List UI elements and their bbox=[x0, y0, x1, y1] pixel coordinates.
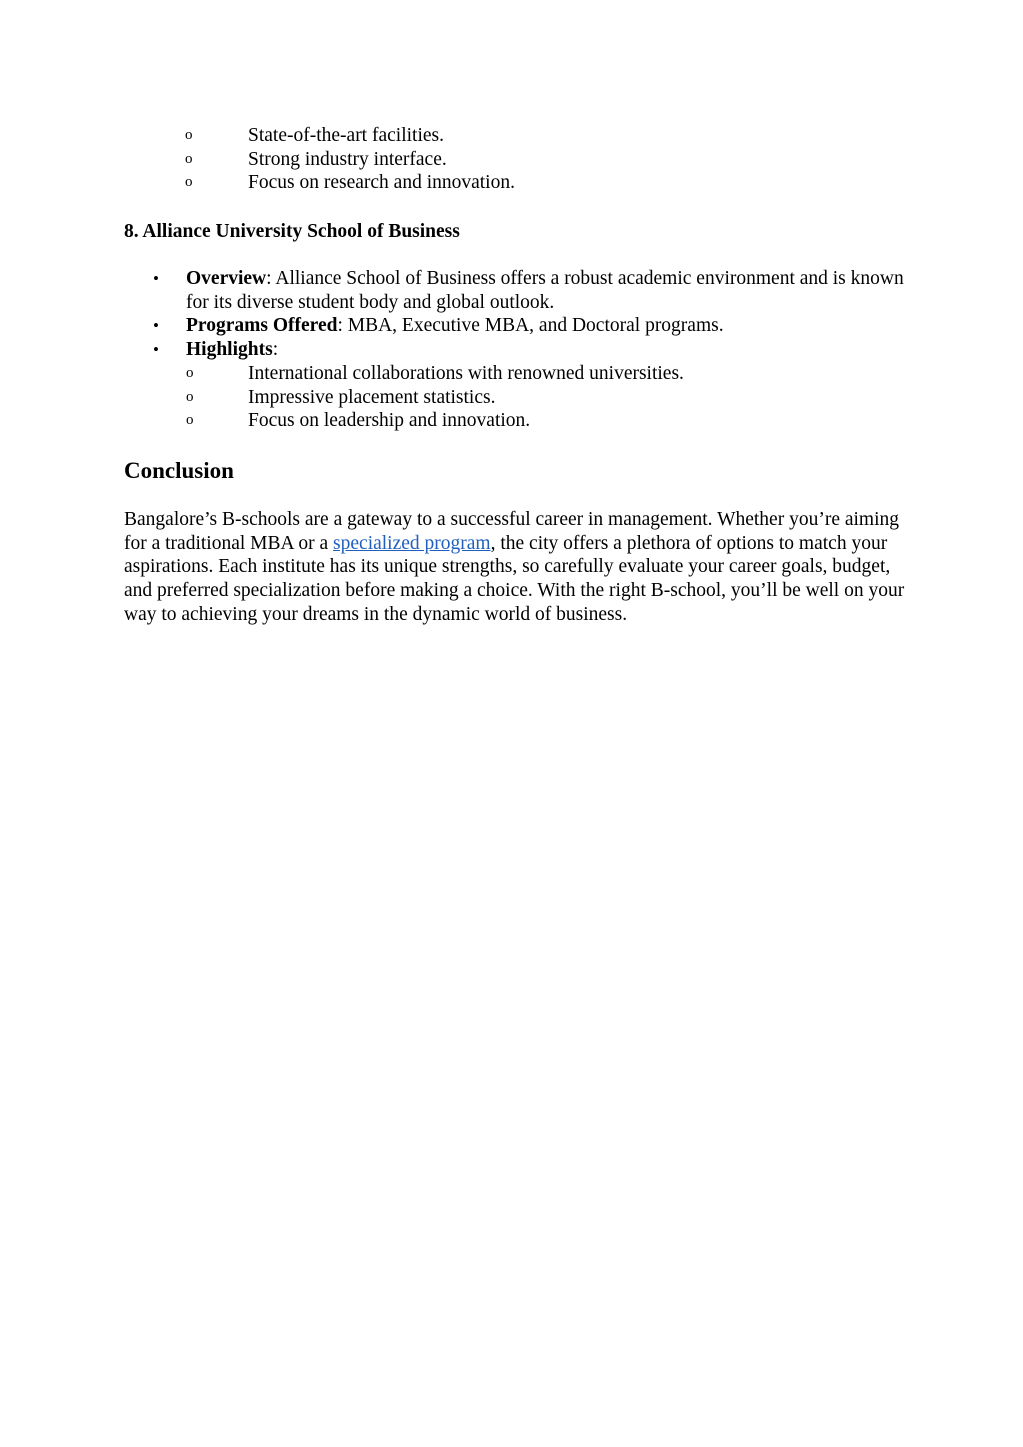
list-item bbox=[185, 171, 515, 195]
section-heading: 8. Alliance University School of Business bbox=[124, 221, 460, 242]
list-item-overview bbox=[124, 267, 904, 314]
hollow-bullet-icon: o bbox=[186, 388, 194, 405]
list-item bbox=[186, 362, 904, 386]
conclusion-heading: Conclusion bbox=[124, 458, 234, 483]
list-item-highlights bbox=[124, 338, 904, 433]
list-item-text: Strong industry interface. bbox=[248, 148, 447, 170]
overview-label: Overview bbox=[186, 268, 267, 289]
list-item bbox=[186, 409, 904, 433]
list-item-text: Impressive placement statistics. bbox=[248, 386, 496, 408]
list-item-text: Focus on research and innovation. bbox=[248, 172, 515, 194]
conclusion-text-after-link: , the city offers a plethora of options to match your aspirations. Each institute has its unique strengths, so carefully evaluate your career goals, budget, and preferred specialization before making a choice. With the right B-school, you’ll be well on your way to achieving your dreams in the dynamic world of business. bbox=[124, 532, 905, 625]
conclusion-paragraph bbox=[124, 508, 914, 627]
hollow-bullet-icon: o bbox=[185, 174, 193, 191]
bullet-icon: • bbox=[153, 316, 159, 336]
top-sub-bullet-list bbox=[185, 124, 515, 195]
conclusion-text-before-link: Bangalore’s B-schools are a gateway to a successful career in management. Whether you’re aiming for a traditional MBA or a bbox=[124, 509, 900, 554]
list-item-programs bbox=[124, 314, 904, 338]
hollow-bullet-icon: o bbox=[185, 127, 193, 143]
list-item bbox=[185, 148, 515, 172]
bullet-icon: • bbox=[153, 269, 159, 288]
section-bullet-list bbox=[124, 267, 904, 433]
list-item-text: State-of-the-art facilities. bbox=[248, 125, 444, 146]
highlights-label: Highlights bbox=[186, 339, 273, 361]
list-item bbox=[186, 386, 904, 410]
highlights-sub-list bbox=[186, 362, 904, 433]
list-item-text: International collaborations with renowned universities. bbox=[248, 362, 684, 384]
programs-text: : MBA, Executive MBA, and Doctoral programs. bbox=[337, 315, 724, 337]
bullet-icon: • bbox=[153, 340, 159, 360]
hollow-bullet-icon: o bbox=[186, 412, 194, 429]
highlights-colon: : bbox=[272, 339, 279, 361]
specialized-program-link[interactable]: specialized program bbox=[333, 532, 491, 554]
programs-label: Programs Offered bbox=[186, 315, 338, 337]
list-item bbox=[185, 124, 515, 148]
overview-text: : Alliance School of Business offers a robust academic environment and is known for its diverse student body and global outlook. bbox=[186, 268, 904, 313]
hollow-bullet-icon: o bbox=[185, 150, 193, 167]
list-item-text: Focus on leadership and innovation. bbox=[248, 410, 531, 432]
hollow-bullet-icon: o bbox=[186, 364, 194, 381]
